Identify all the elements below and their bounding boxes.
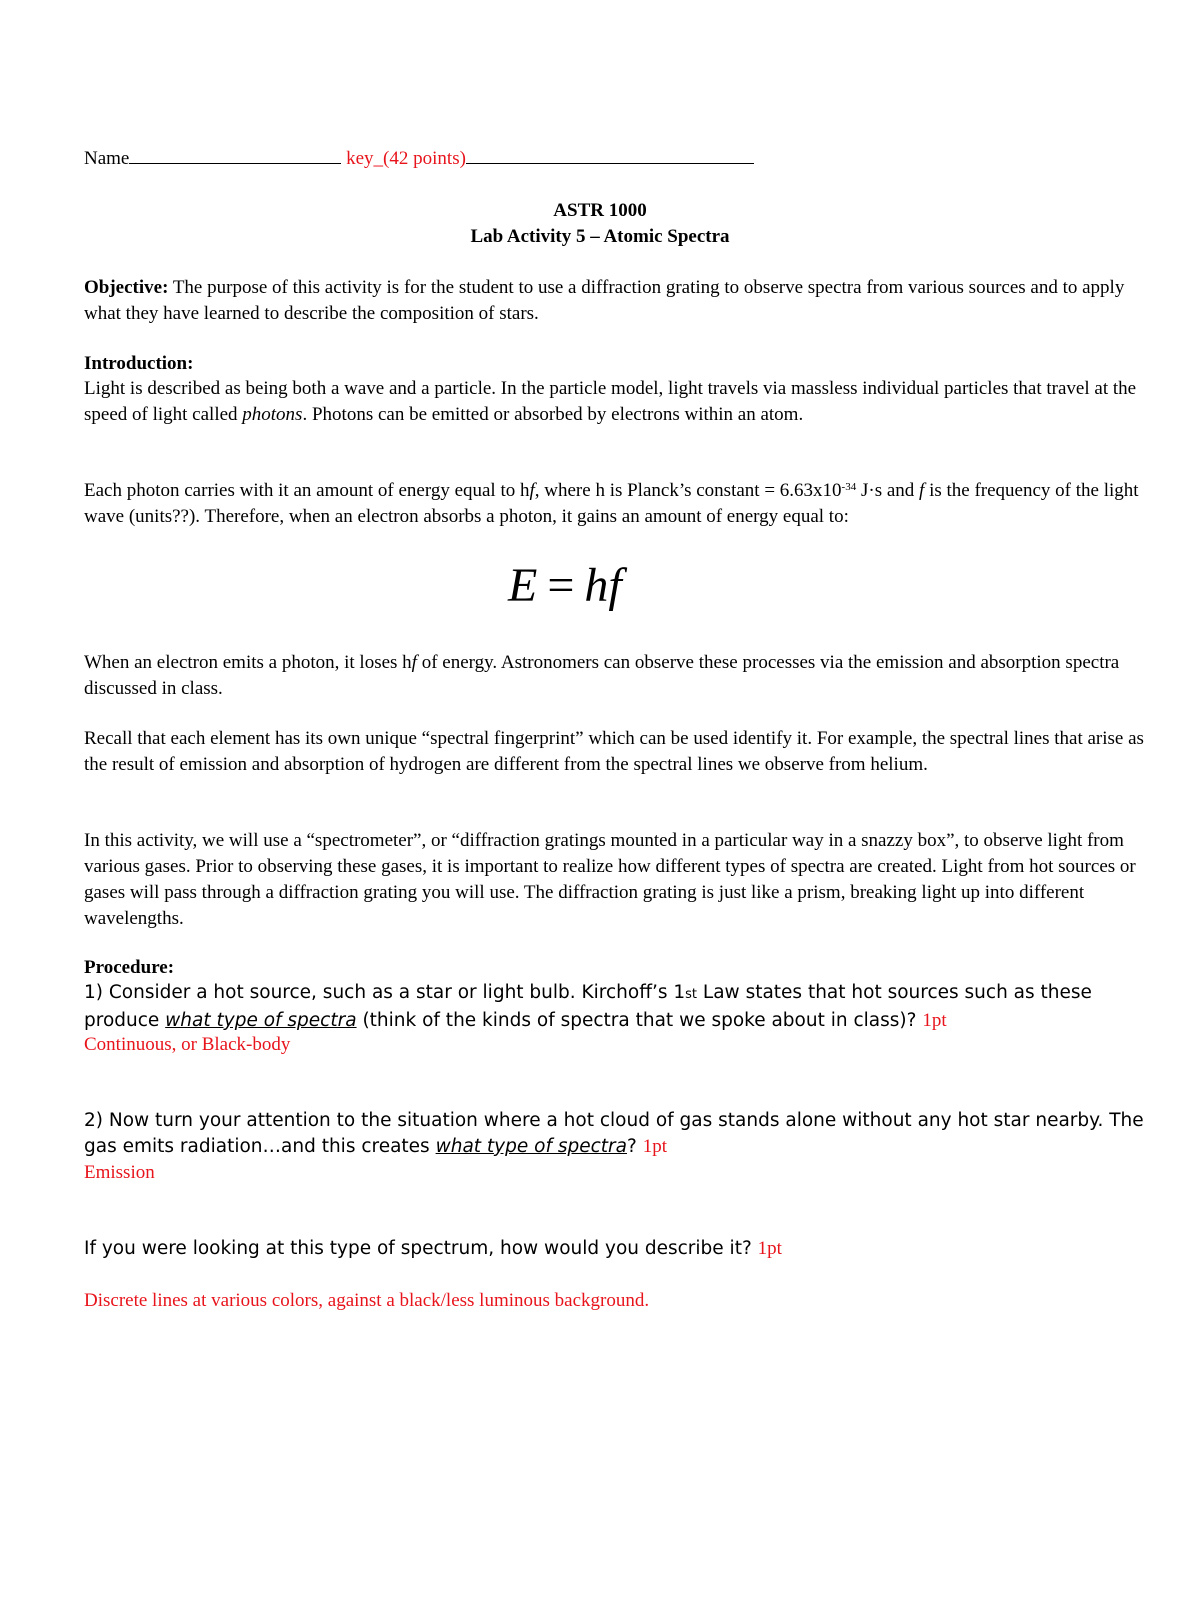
q3-text: If you were looking at this type of spectrum, how would you describe it? xyxy=(84,1238,758,1259)
formula-hf: hf xyxy=(584,559,622,612)
question-2 xyxy=(84,1108,1144,1160)
key-label: key_(42 points) xyxy=(346,148,466,169)
answer-1: Continuous, or Black-body xyxy=(84,1034,291,1055)
intro-p3-text: When an electron emits a photon, it loses h xyxy=(84,652,412,673)
name-line xyxy=(84,146,1144,172)
formula-equals: = xyxy=(547,559,575,612)
name-blank xyxy=(129,147,341,164)
intro-p2-text-end: is the frequency of the light wave (units??). Therefore, when an electron absorbs a photon, it gains an amount of energy equal to: xyxy=(84,480,1139,527)
question-1 xyxy=(84,980,1144,1034)
objective-text: The purpose of this activity is for the student to use a diffraction grating to observe spectra from various sources and to apply what they have learned to describe the composition of stars. xyxy=(84,277,1125,324)
procedure-heading: Procedure: xyxy=(84,957,175,978)
q1-emphasis: what type of spectra xyxy=(165,1010,357,1031)
name-label: Name xyxy=(84,148,130,169)
q3-points: 1pt xyxy=(757,1238,782,1259)
photons-term: photons xyxy=(242,404,303,425)
intro-paragraph-4: Recall that each element has its own unique “spectral fingerprint” which can be used identify it. For example, the spectral lines that arise as the result of emission and absorption of hydrogen are different from the spectral lines we observe from helium. xyxy=(84,728,1144,775)
introduction-heading: Introduction: xyxy=(84,353,194,374)
key-blank xyxy=(466,147,754,164)
energy-formula xyxy=(508,558,622,614)
objective-paragraph xyxy=(84,275,1144,327)
intro-paragraph-2 xyxy=(84,478,1144,530)
intro-p3-text-end: of energy. Astronomers can observe these processes via the emission and absorption spectra discussed in class. xyxy=(84,652,1120,699)
f-symbol: f xyxy=(919,480,925,501)
objective-label: Objective: xyxy=(84,277,169,298)
intro-p2-text: Each photon carries with it an amount of energy equal to h xyxy=(84,480,530,501)
intro-p1-text: Light is described as being both a wave and a particle. In the particle model, light travels via massless individual particles that travel at the speed of light called xyxy=(84,378,1137,425)
q2-text: 2) Now turn your attention to the situation where a hot cloud of gas stands alone without any hot star nearby. The gas emits radiation…and this creates xyxy=(84,1110,1144,1157)
q1-points: 1pt xyxy=(922,1010,947,1031)
intro-p1-text-end: . Photons can be emitted or absorbed by electrons within an atom. xyxy=(302,404,804,425)
q2-points: 1pt xyxy=(642,1136,667,1157)
question-3 xyxy=(84,1236,1144,1262)
q1-text: 1) Consider a hot source, such as a star or light bulb. Kirchoff’s 1 xyxy=(84,982,686,1003)
answer-2: Emission xyxy=(84,1162,155,1183)
intro-p2-constant: , where h is Planck’s constant = 6.63x10 xyxy=(534,480,842,501)
q1-text-end: (think of the kinds of spectra that we spoke about in class)? xyxy=(356,1010,923,1031)
f-symbol: f xyxy=(529,480,535,501)
exponent: -34 xyxy=(841,481,857,493)
course-title: ASTR 1000 xyxy=(553,200,647,221)
intro-paragraph-3 xyxy=(84,650,1144,702)
intro-paragraph-1 xyxy=(84,376,1144,428)
answer-3: Discrete lines at various colors, against a black/less luminous background. xyxy=(84,1290,650,1311)
q1-text-mid: Law states that hot sources such as these produce xyxy=(84,982,1092,1031)
q2-emphasis: what type of spectra xyxy=(435,1136,627,1157)
f-symbol: f xyxy=(411,652,417,673)
q2-text-end: ? xyxy=(626,1136,643,1157)
lab-title: Lab Activity 5 – Atomic Spectra xyxy=(470,226,730,247)
q1-ordinal: st xyxy=(685,987,698,1002)
intro-paragraph-5: In this activity, we will use a “spectrometer”, or “diffraction gratings mounted in a particular way in a snazzy box”, to observe light from various gases. Prior to observing these gases, it is important to realize how different types of spectra are created. Light from hot sources or gases will pass through a diffraction grating you will use. The diffraction grating is just like a prism, breaking light up into different wavelengths. xyxy=(84,830,1136,929)
intro-p2-units: J·s and xyxy=(856,480,920,501)
formula-E: E xyxy=(508,559,538,612)
